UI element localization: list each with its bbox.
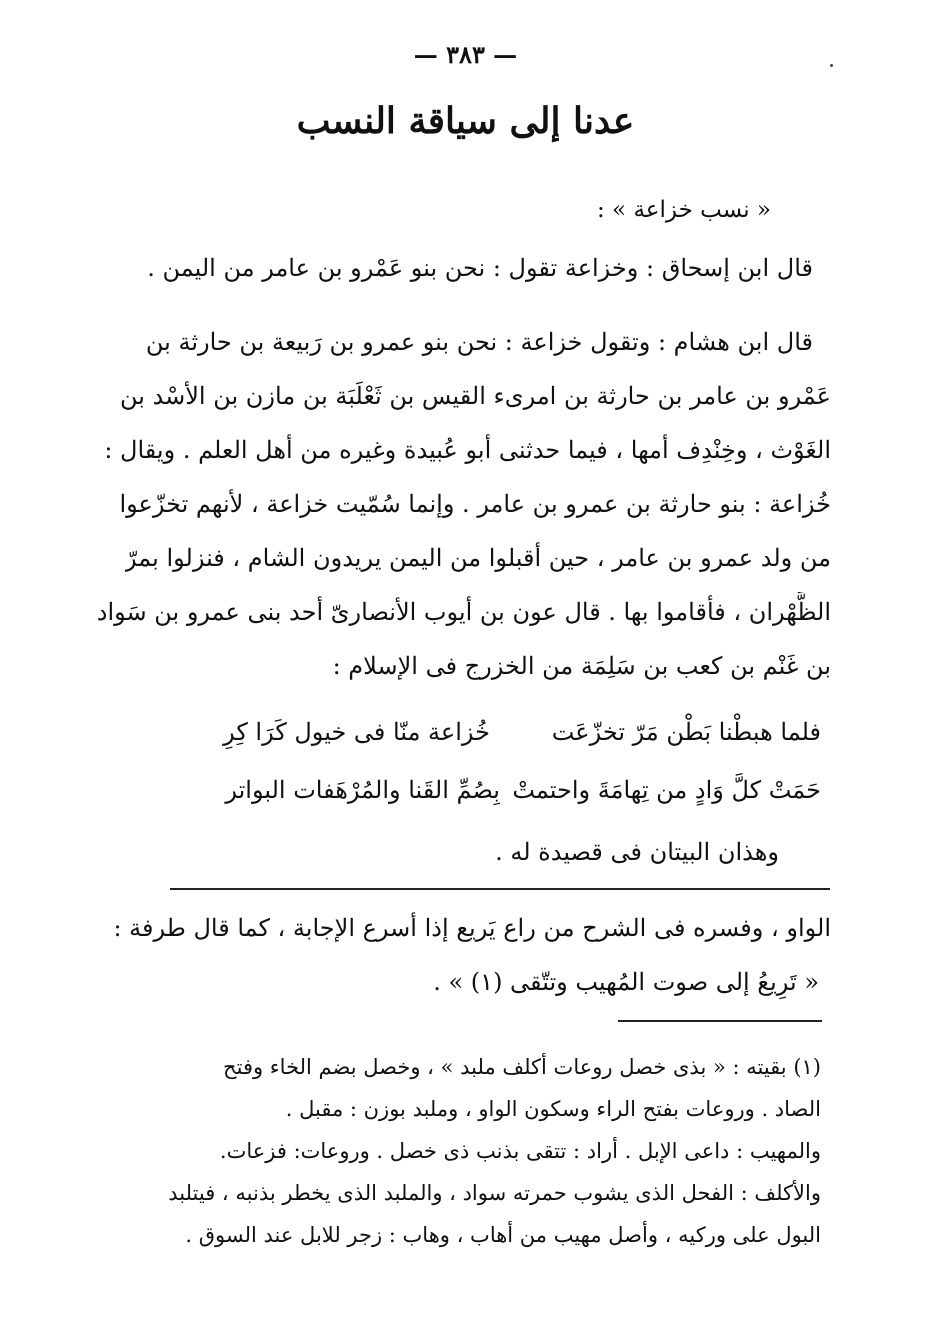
body-line-3: الغَوْث ، وخِنْدِف أمها ، فيما حدثنى أبو عُبيدة وغيره من أهل العلم . ويقال : bbox=[104, 436, 831, 464]
verse-2-second-hemistich: بِصُمِّ القَنا والمُرْهَفات البواتر bbox=[225, 776, 500, 804]
footnote-line-2: الصاد . وروعات بفتح الراء وسكون الواو ، وملبد بوزن : مقبل . bbox=[285, 1097, 821, 1121]
footnote-line-5: البول على وركيه ، وأصل مهيب من أهاب ، وهاب : زجر للابل عند السوق . bbox=[185, 1223, 821, 1247]
verse-1-second-hemistich: خُزاعة منّا فى خيول كَرَا كِرِ bbox=[223, 718, 490, 746]
body-line-6: الظَّهْران ، فأقاموا بها . قال عون بن أيوب الأنصارىّ أحد بنى عمرو بن سَواد bbox=[96, 598, 831, 626]
body-line-1: قال ابن هشام : وتقول خزاعة : نحن بنو عمرو بن رَبيعة بن حارثة بن bbox=[145, 328, 813, 356]
body-line-7: بن غَنْم بن كعب بن سَلِمَة من الخزرج فى الإسلام : bbox=[332, 652, 831, 680]
closing-line: وهذان البيتان فى قصيدة له . bbox=[495, 838, 779, 866]
footnote-line-1: (١) بقيته : « بذى خصل روعات أكلف ملبد » ، وخصل بضم الخاء وفتح bbox=[223, 1055, 821, 1079]
note-line-1: الواو ، وفسره فى الشرح من راع يَريع إذا أسرع الإجابة ، كما قال طرفة : bbox=[113, 914, 831, 942]
body-line-5: من ولد عمرو بن عامر ، حين أقبلوا من اليمن يريدون الشام ، فنزلوا بمرّ bbox=[125, 544, 831, 572]
section-heading: « نسب خزاعة » : bbox=[597, 197, 771, 223]
verse-2-first-hemistich: حَمَتْ كلَّ وَادٍ من تِهامَةَ واحتمتْ bbox=[512, 776, 821, 804]
footnote-rule bbox=[618, 1020, 822, 1022]
body-line-4: خُزاعة : بنو حارثة بن عمرو بن عامر . وإنما سُمّيت خزاعة ، لأنهم تخزّعوا bbox=[119, 490, 831, 518]
separator-rule bbox=[170, 888, 830, 890]
ibn-ishaq-line: قال ابن إسحاق : وخزاعة تقول : نحن بنو عَمْرو بن عامر من اليمن . bbox=[147, 254, 813, 282]
footnote-line-4: والأكلف : الفحل الذى يشوب حمرته سواد ، والملبد الذى يخطر بذنبه ، فيتلبد bbox=[168, 1181, 821, 1205]
footnote-line-3: والمهيب : داعى الإبل . أراد : تتقى بذنب ذى خصل . وروعات: فزعات. bbox=[219, 1139, 821, 1163]
page-number: — ٣٨٣ — bbox=[413, 40, 518, 69]
verse-1-first-hemistich: فلما هبطْنا بَطْن مَرّ تخزّعَت bbox=[551, 718, 821, 746]
page-title: عدنا إلى سياقة النسب bbox=[296, 100, 635, 142]
note-line-2: « تَرِيعُ إلى صوت المُهيب وتتّقى (١) » . bbox=[433, 968, 819, 996]
body-line-2: عَمْرو بن عامر بن حارثة بن امرىء القيس بن ثَعْلَبَة بن مازن بن الأسْد بن bbox=[119, 382, 831, 410]
